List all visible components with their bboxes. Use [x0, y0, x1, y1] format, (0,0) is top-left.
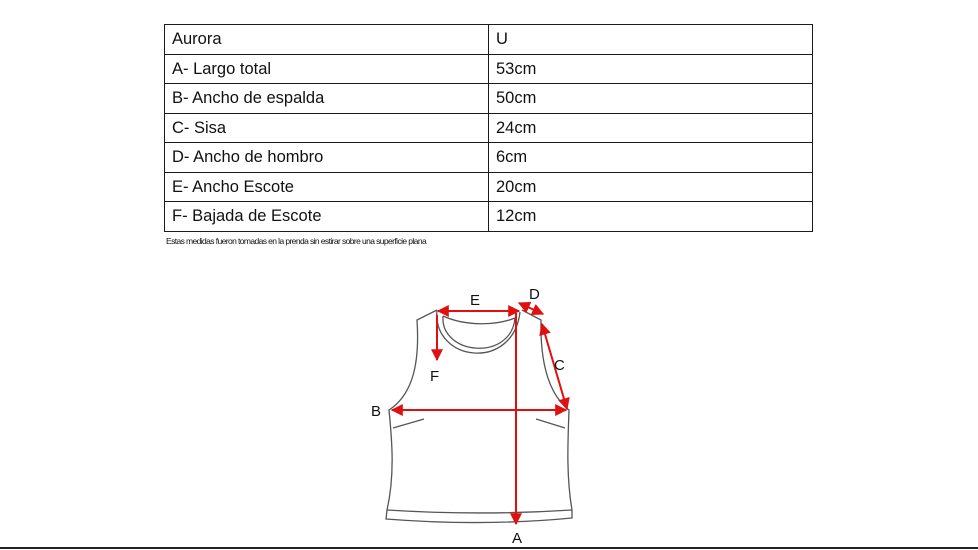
garment-body-outline	[386, 310, 572, 523]
label-d: D	[529, 286, 540, 303]
bottom-divider	[0, 547, 978, 549]
measure-label: C- Sisa	[165, 113, 489, 143]
measure-value: 6cm	[489, 143, 813, 173]
measure-value: 20cm	[489, 172, 813, 202]
measure-label: E- Ancho Escote	[165, 172, 489, 202]
label-e: E	[470, 292, 481, 309]
garment-outline	[386, 310, 572, 523]
neckline-outer	[437, 310, 520, 353]
hem-stitch-line	[387, 510, 572, 513]
measure-value: 12cm	[489, 202, 813, 232]
measure-value: 24cm	[489, 113, 813, 143]
label-a: A	[512, 530, 523, 547]
measure-value: 50cm	[489, 84, 813, 114]
neckline-back	[443, 316, 515, 324]
measure-label: B- Ancho de espalda	[165, 84, 489, 114]
right-dart-line	[536, 419, 565, 428]
measure-line-d	[519, 303, 543, 314]
left-dart-line	[393, 419, 424, 428]
label-c: C	[554, 357, 565, 374]
label-b: B	[371, 403, 382, 420]
label-f: F	[430, 368, 440, 385]
table-cell-size: U	[489, 25, 813, 55]
measure-value: 53cm	[489, 54, 813, 84]
measure-label: F- Bajada de Escote	[165, 202, 489, 232]
measurement-note: Estas medidas fueron tomadas en la prenda sin estirar sobre una superficie plana	[166, 236, 427, 246]
table-cell-garment-name: Aurora	[165, 25, 489, 55]
measure-label: A- Largo total	[165, 54, 489, 84]
measure-label: D- Ancho de hombro	[165, 143, 489, 173]
